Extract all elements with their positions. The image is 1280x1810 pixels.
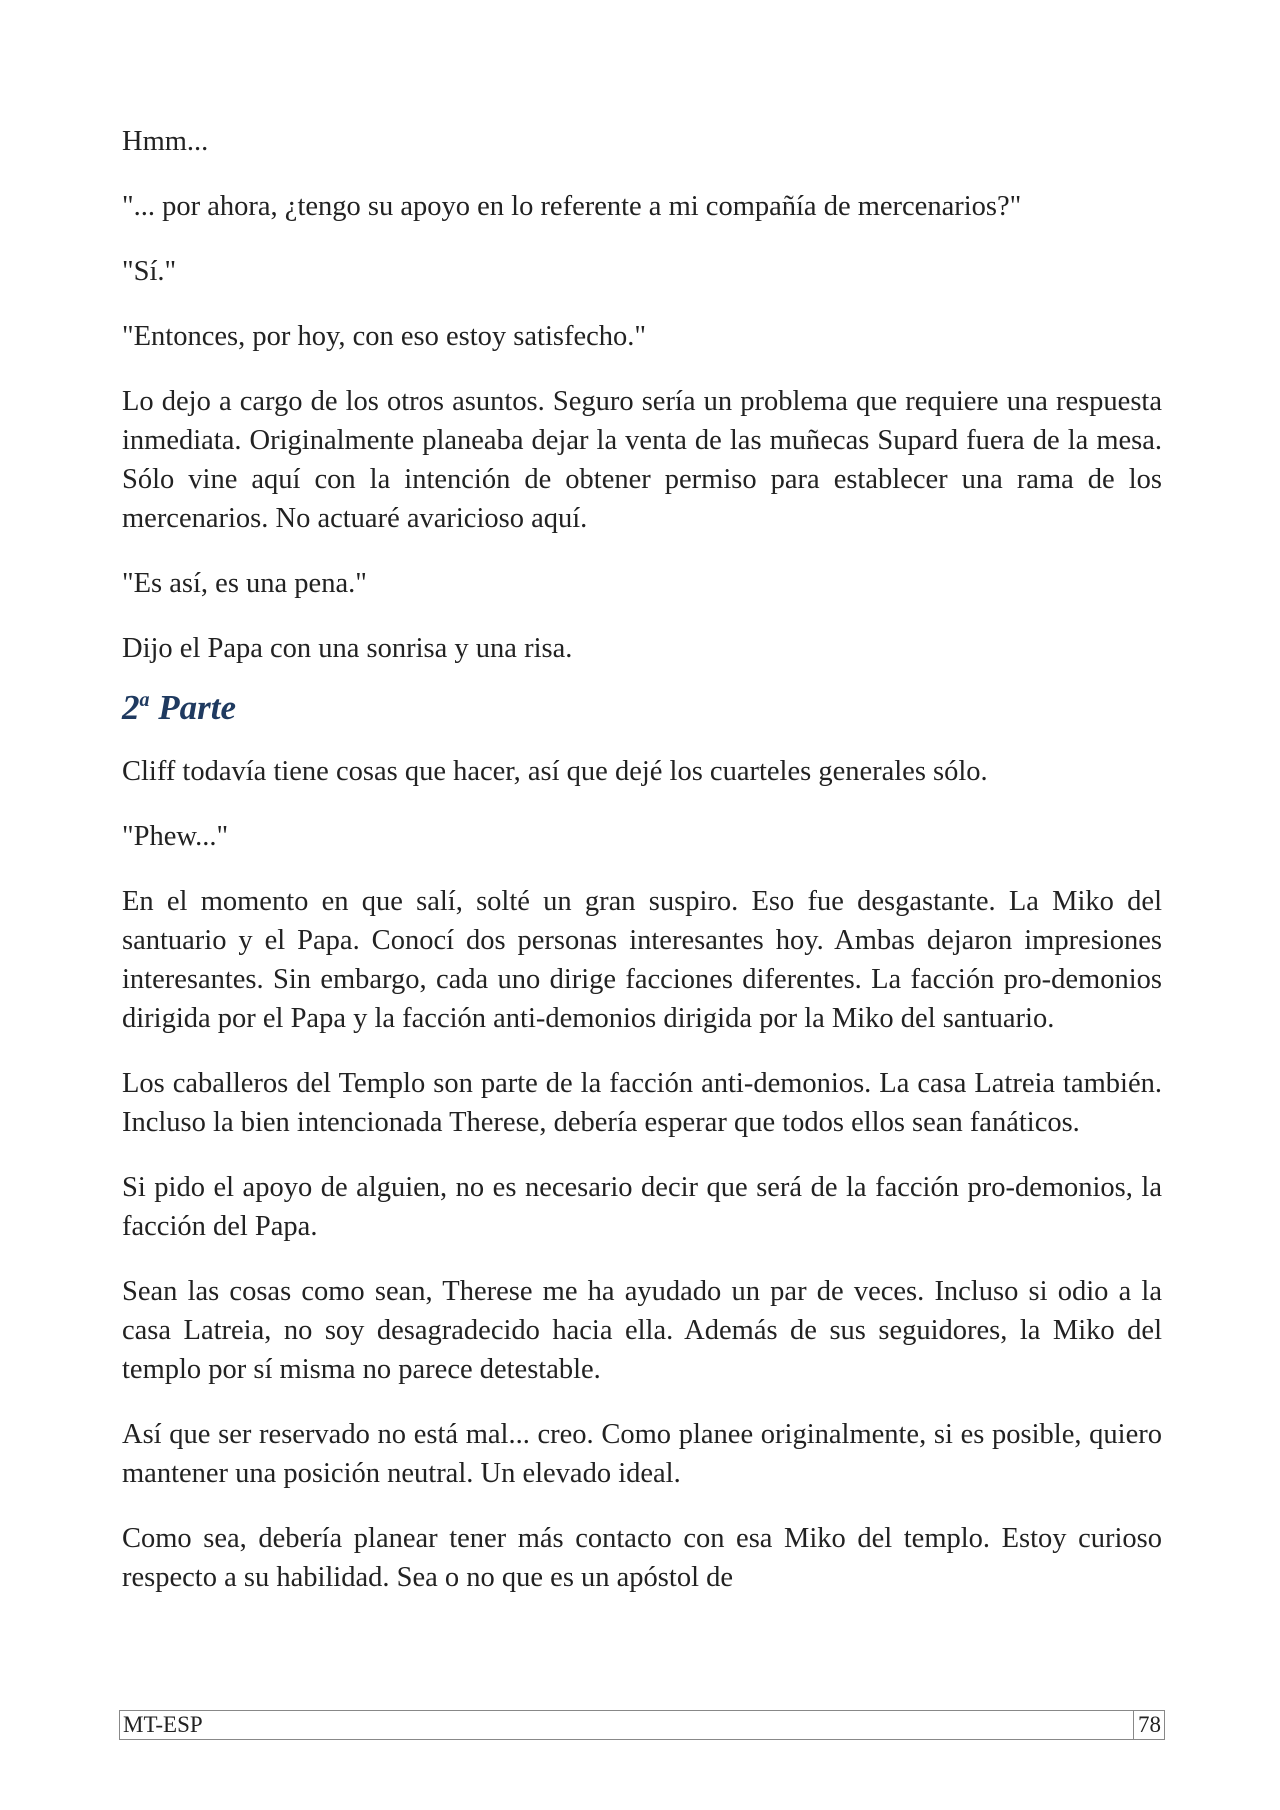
paragraph: En el momento en que salí, solté un gran suspiro. Eso fue desgastante. La Miko del santuario y el Papa. Conocí dos personas interesantes hoy. Ambas dejaron impresiones interesantes. Sin embargo, cada uno dirige facciones diferentes. La facción pro-demonios dirigida por el Papa y la facción anti-demonios dirigida por la Miko del santuario. (122, 886, 1162, 1034)
paragraph: Sean las cosas como sean, Therese me ha ayudado un par de veces. Incluso si odio a la casa Latreia, no soy desagradecido hacia ella. Además de sus seguidores, la Miko del templo por sí misma no parece detestable. (122, 1276, 1162, 1385)
paragraph: "Phew..." (122, 821, 229, 852)
paragraph: Hmm... (122, 126, 209, 157)
paragraph: Cliff todavía tiene cosas que hacer, así que dejé los cuarteles generales sólo. (122, 756, 988, 787)
section-ordinal: a (139, 689, 150, 711)
paragraph: "... por ahora, ¿tengo su apoyo en lo referente a mi compañía de mercenarios?" (122, 191, 1022, 222)
section-heading (122, 686, 1162, 730)
section-title: Parte (149, 688, 237, 727)
page-number: 78 (1133, 1711, 1161, 1739)
footer-label: MT-ESP (123, 1712, 203, 1737)
paragraph: Si pido el apoyo de alguien, no es necesario decir que será de la facción pro-demonios, la facción del Papa. (122, 1172, 1162, 1242)
paragraph: Los caballeros del Templo son parte de la facción anti-demonios. La casa Latreia también. Incluso la bien intencionada Therese, debería esperar que todos ellos sean fanáticos. (122, 1068, 1162, 1138)
section-number: 2 (122, 688, 140, 727)
document-page (122, 122, 1162, 1623)
paragraph: Así que ser reservado no está mal... creo. Como planee originalmente, si es posible, quiero mantener una posición neutral. Un elevado ideal. (122, 1419, 1162, 1489)
paragraph: "Sí." (122, 256, 177, 287)
paragraph: Dijo el Papa con una sonrisa y una risa. (122, 633, 573, 664)
paragraph: "Entonces, por hoy, con eso estoy satisfecho." (122, 321, 647, 352)
page-footer (119, 1710, 1165, 1740)
paragraph: Lo dejo a cargo de los otros asuntos. Seguro sería un problema que requiere una respuesta inmediata. Originalmente planeaba dejar la venta de las muñecas Supard fuera de la mesa. Sólo vine aquí con la intención de obtener permiso para establecer una rama de los mercenarios. No actuaré avaricioso aquí. (122, 386, 1162, 534)
paragraph: "Es así, es una pena." (122, 568, 367, 599)
paragraph: Como sea, debería planear tener más contacto con esa Miko del templo. Estoy curioso respecto a su habilidad. Sea o no que es un apóstol de (122, 1523, 1162, 1593)
